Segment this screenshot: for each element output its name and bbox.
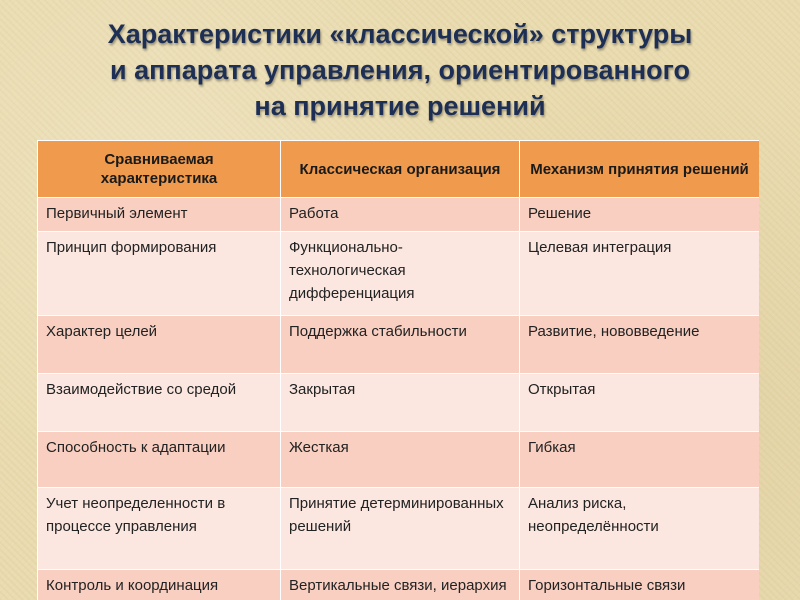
table-row (38, 488, 760, 570)
title-line-3: на принятие решений (254, 91, 546, 121)
table-cell: Принцип формирования (38, 232, 281, 316)
table-cell: Контроль и координация (38, 570, 281, 600)
title-line-2: и аппарата управления, ориентированного (109, 55, 690, 85)
header-classic-organization: Классическая организация (281, 141, 520, 198)
table-cell: Целевая интеграция (520, 232, 760, 316)
table-cell: Поддержка стабильности (281, 316, 520, 374)
table-row (38, 432, 760, 488)
table-cell: Жесткая (281, 432, 520, 488)
table-row (38, 232, 760, 316)
table-cell: Взаимодействие со средой (38, 374, 281, 432)
table-cell: Развитие, нововведение (520, 316, 760, 374)
table-cell: Решение (520, 198, 760, 232)
title-line-1: Характеристики «классической» структуры (107, 19, 693, 49)
table-header-row (38, 141, 760, 198)
comparison-table (37, 140, 759, 600)
table-cell: Работа (281, 198, 520, 232)
header-characteristic: Сравниваемая характеристика (38, 141, 281, 198)
table-cell: Анализ риска, неопределённости (520, 488, 760, 570)
table-cell: Гибкая (520, 432, 760, 488)
table-cell: Функционально-технологическая дифференциация (281, 232, 520, 316)
comparison-table-container (37, 140, 759, 600)
table-cell: Принятие детерминированных решений (281, 488, 520, 570)
header-decision-mechanism: Механизм принятия решений (520, 141, 760, 198)
table-cell: Характер целей (38, 316, 281, 374)
table-cell: Горизонтальные связи (520, 570, 760, 600)
table-cell: Открытая (520, 374, 760, 432)
page-title (0, 16, 800, 124)
table-cell: Вертикальные связи, иерархия (281, 570, 520, 600)
table-row (38, 570, 760, 600)
table-row (38, 374, 760, 432)
table-cell: Учет неопределенности в процессе управления (38, 488, 281, 570)
table-row (38, 316, 760, 374)
table-cell: Закрытая (281, 374, 520, 432)
table-cell: Способность к адаптации (38, 432, 281, 488)
table-cell: Первичный элемент (38, 198, 281, 232)
table-row (38, 198, 760, 232)
